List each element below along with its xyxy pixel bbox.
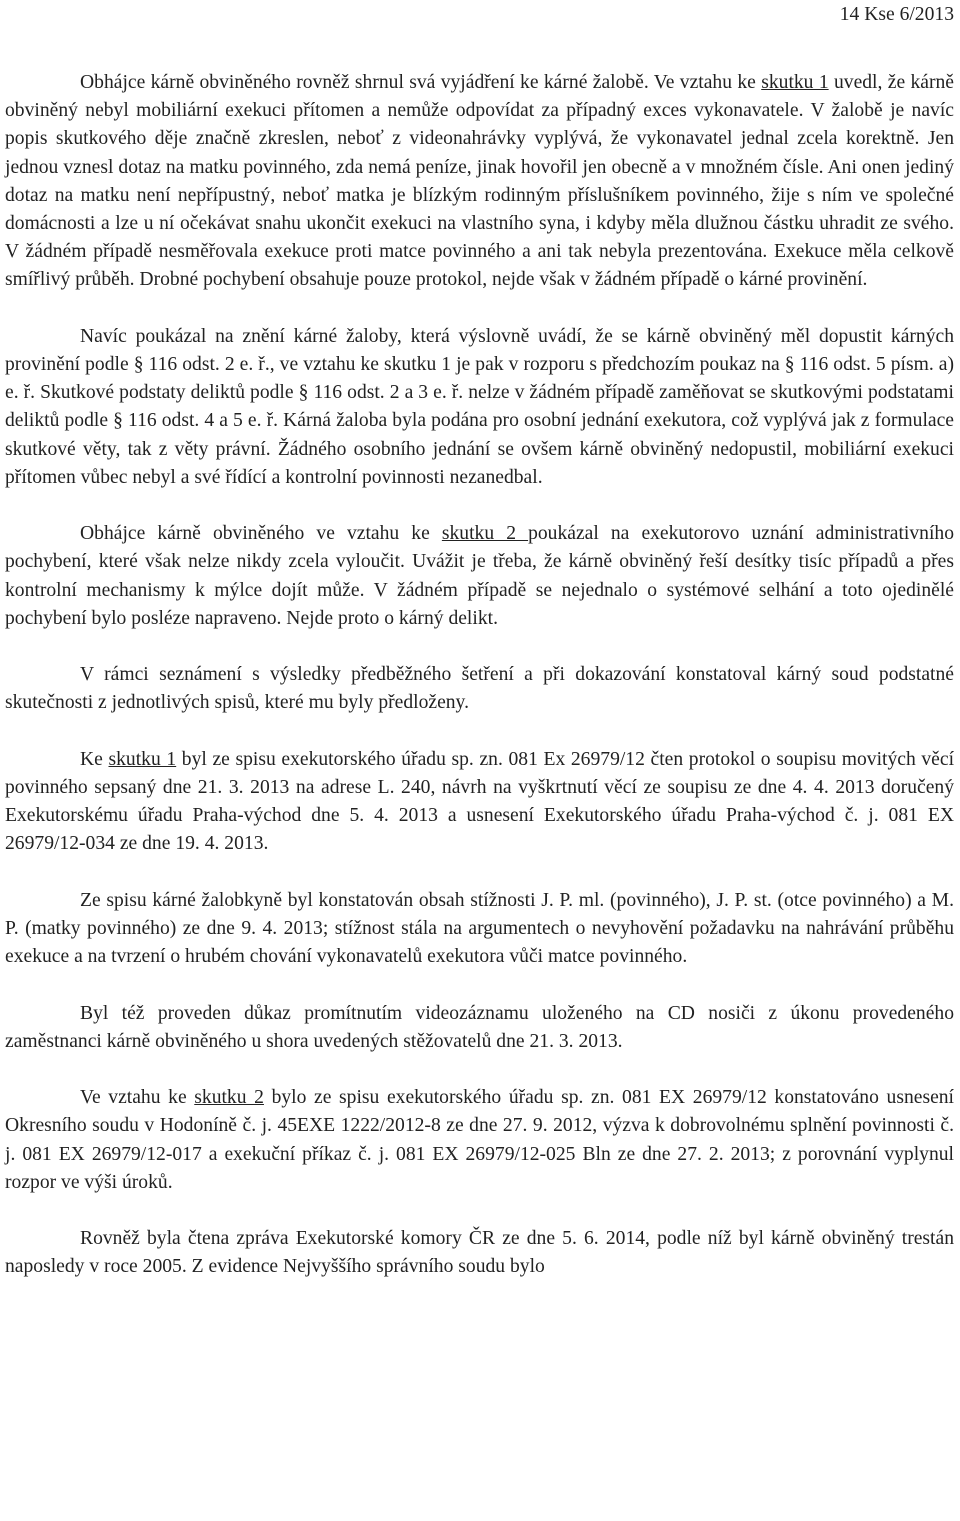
paragraph xyxy=(5,1225,954,1281)
text-run: bylo ze spisu exekutorského úřadu sp. zn. 081 EX 26979/12 konstatováno usnesení Okresního soudu v Hodoníně č. j. 45EXE 1222/2012-8 ze dne 27. 9. 2012, výzva k dobrovolnému splnění povinnosti č. j. 081 EX 26979/12-017 a exekuční příkaz č. j. 081 EX 26979/12-025 Bln ze dne 27. 2. 2013; z porovnání vyplynul rozpor ve výši úroků. xyxy=(5,1087,955,1193)
paragraph xyxy=(5,661,954,717)
text-run: Rovněž byla čtena zpráva Exekutorské komory ČR ze dne 5. 6. 2014, podle níž byl kárně obviněný trestán naposledy v roce 2005. Z evidence Nejvyššího správního soudu bylo xyxy=(5,1228,954,1278)
text-run: Navíc poukázal na znění kárné žaloby, která výslovně uvádí, že se kárně obviněný měl dopustit kárných provinění podle § 116 odst. 2 e. ř., ve vztahu ke skutku 1 je pak v rozporu s předchozím poukaz na § 116 odst. 5 písm. a) e. ř. Skutkové podstaty deliktů podle § 116 odst. 2 a 3 e. ř. nelze v žádném případě zaměňovat se skutkovými podstatami deliktů podle § 116 odst. 4 a 5 e. ř. Kárná žaloba byla podána pro osobní jednání exekutora, což vyplývá jak z formulace skutkové věty, tak z věty právní. Žádného osobního jednání se ovšem kárně obviněný nedopustil, mobiliární exekuci přítomen vůbec nebyl a své řídící a kontrolní povinnosti nezanedbal. xyxy=(5,325,954,488)
underlined-reference: skutku 1 xyxy=(761,72,829,93)
paragraph xyxy=(5,1084,954,1197)
underlined-reference: skutku 1 xyxy=(108,748,177,770)
paragraph xyxy=(5,746,954,859)
paragraph xyxy=(5,323,954,492)
text-run: uvedl, že kárně obviněný nebyl mobiliární exekuci přítomen a nemůže odpovídat za případný exces vykonavatele. V žalobě je navíc popis skutkového děje značně zkreslen, neboť z videonahrávky vyplývá, že vykonavatel jednal zcela korektně. Jen jednou vznesl dotaz na matku povinného, zda nemá peníze, jinak hovořil jen obecně a v množném čísle. Ani onen jediný dotaz na matku není nepřípustný, neboť matka je blízkým rodinným příslušníkem povinného, žije s ním ve společné domácnosti a lze u ní očekávat snahu ukončit exekuci na vlastního syna, i kdyby měla dlužnou částku uhradit ze svého. V žádném případě nesměřovala exekuce proti matce povinného a ani tak nebyla prezentována. Exekuce měla celkově smířlivý průběh. Drobné pochybení obsahuje pouze protokol, nejde však v žádném případě o kárné provinění. xyxy=(5,72,955,291)
text-run: Obhájce kárně obviněného ve vztahu ke xyxy=(80,523,442,545)
case-number-header: 14 Kse 6/2013 xyxy=(839,4,954,25)
document-body xyxy=(5,69,954,1310)
text-run: Obhájce kárně obviněného rovněž shrnul svá vyjádření ke kárné žalobě. Ve vztahu ke xyxy=(80,72,762,93)
text-run: Byl též proveden důkaz promítnutím videozáznamu uloženého na CD nosiči z úkonu provedeného zaměstnanci kárně obviněného u shora uvedených stěžovatelů dne 21. 3. 2013. xyxy=(5,1002,954,1052)
text-run: poukázal na exekutorovo uznání administrativního pochybení, které však nelze nikdy zcela vyloučit. Uvážit je třeba, že kárně obviněný řeší desítky tisíc případů a přes kontrolní mechanismy k mýlce dojít může. V žádném případě se nejednalo o systémové selhání a toto ojedinělé pochybení bylo posléze napraveno. Nejde proto o kárný delikt. xyxy=(5,523,954,629)
paragraph xyxy=(5,520,954,633)
underlined-reference: skutku 2 xyxy=(441,523,529,545)
paragraph xyxy=(5,887,954,972)
text-run: V rámci seznámení s výsledky předběžného šetření a při dokazování konstatoval kárný soud podstatné skutečnosti z jednotlivých spisů, které mu byly předloženy. xyxy=(5,664,954,714)
paragraph xyxy=(5,1000,954,1056)
text-run: Ze spisu kárné žalobkyně byl konstatován obsah stížnosti J. P. ml. (povinného), J. P. st. (otce povinného) a M. P. (matky povinného) ze dne 9. 4. 2013; stížnost stála na argumentech o nevyhovění požadavku na nahrávání průběhu exekuce a na tvrzení o hrubém chování vykonavatelů exekutora vůči matce povinného. xyxy=(5,889,954,968)
text-run: byl ze spisu exekutorského úřadu sp. zn. 081 Ex 26979/12 čten protokol o soupisu movitých věcí povinného sepsaný dne 21. 3. 2013 na adrese L. 240, návrh na vyškrtnutí věcí ze soupisu ze dne 4. 4. 2013 doručený Exekutorskému úřadu Praha-východ dne 5. 4. 2013 a usnesení Exekutorského úřadu Praha-východ č. j. 081 EX 26979/12-034 ze dne 19. 4. 2013. xyxy=(5,748,955,855)
text-run: Ke xyxy=(80,748,109,770)
paragraph xyxy=(5,69,954,295)
text-run: Ve vztahu ke xyxy=(80,1087,195,1109)
underlined-reference: skutku 2 xyxy=(194,1087,264,1109)
